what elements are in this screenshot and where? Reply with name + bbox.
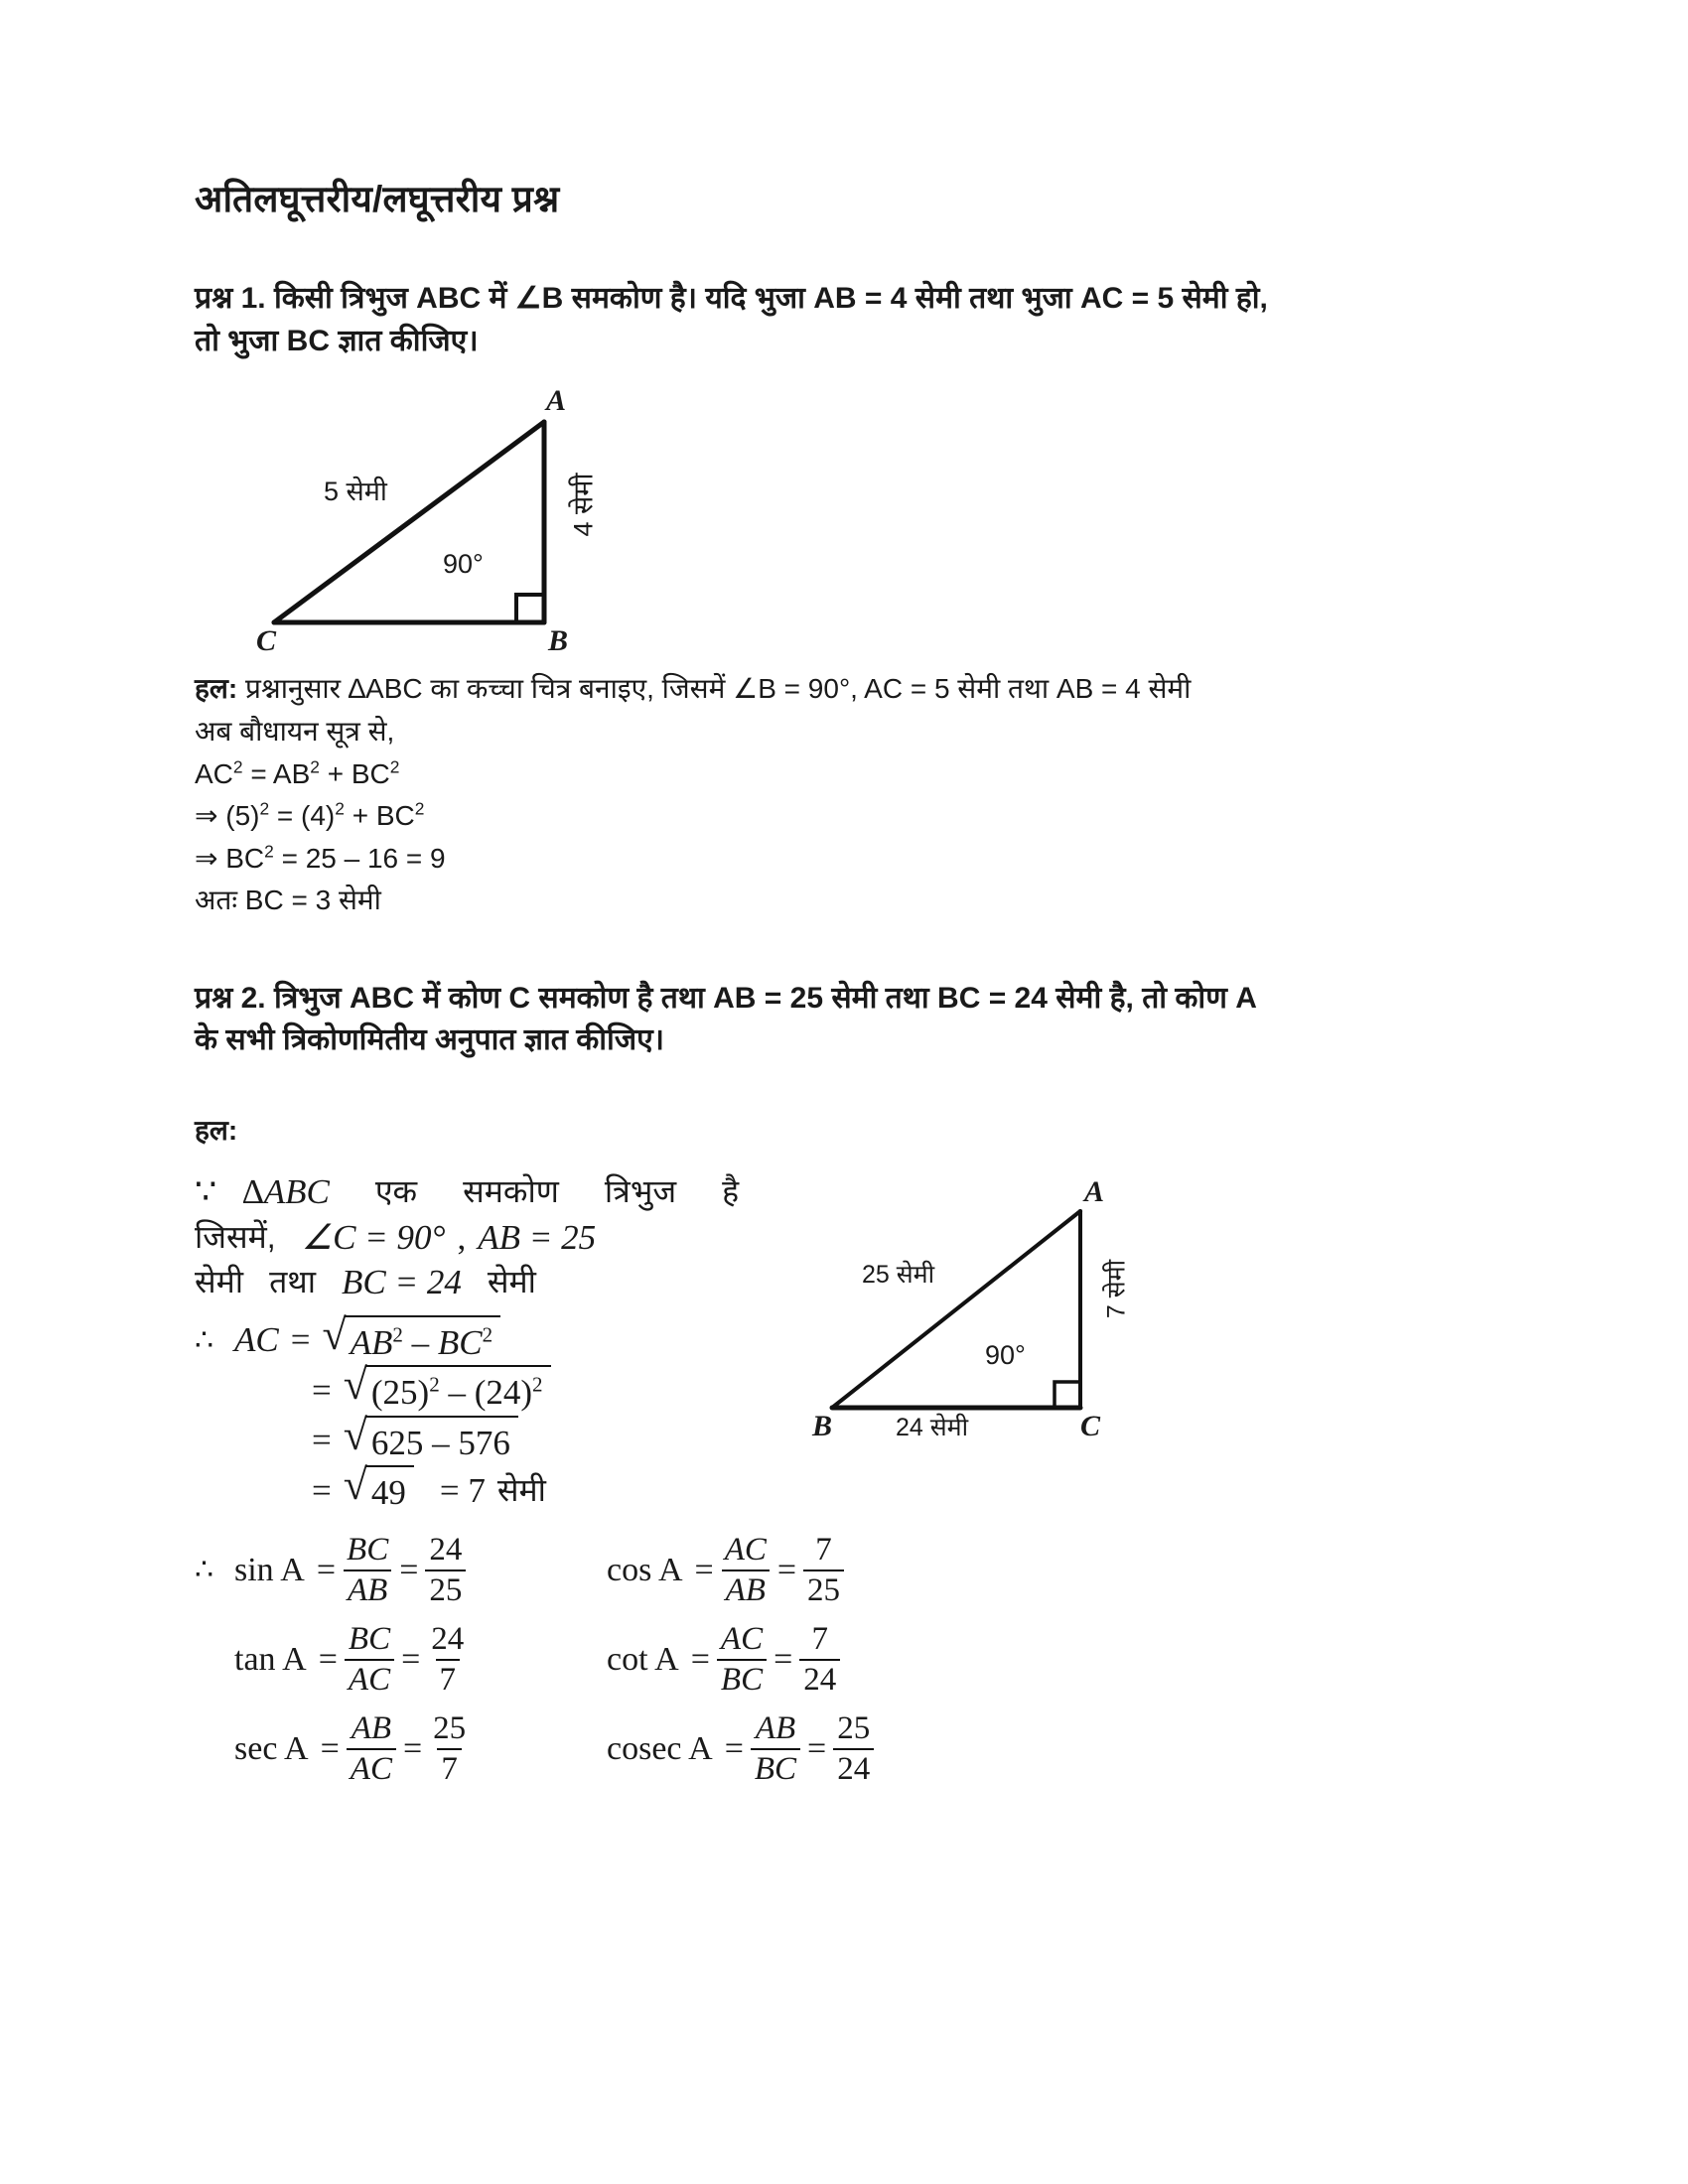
trig-cosec-val-den: 24 bbox=[833, 1748, 874, 1788]
trig-cosec-den: BC bbox=[751, 1748, 800, 1788]
trig-frac-cosec-value bbox=[833, 1710, 874, 1788]
eq2-exp-1: 2 bbox=[259, 798, 270, 819]
trig-equals-tan-1: = bbox=[318, 1640, 338, 1678]
given-word-hai: है bbox=[722, 1173, 740, 1210]
given-line-1 bbox=[195, 1169, 810, 1215]
trig-name-sec: sec A bbox=[234, 1729, 309, 1767]
question-2-text bbox=[195, 978, 1505, 1062]
trig-equals-cos-2: = bbox=[776, 1551, 797, 1588]
ac-result-unit: सेमी bbox=[496, 1471, 546, 1508]
triangle-figure-2-column bbox=[810, 1169, 1207, 1445]
trig-sin-num: BC bbox=[347, 1531, 389, 1568]
given-line-2 bbox=[195, 1215, 810, 1261]
sqrt-1-radicand bbox=[345, 1315, 501, 1366]
eq1-exp-1: 2 bbox=[232, 756, 243, 777]
trig-frac-tan-value bbox=[427, 1621, 468, 1699]
triangle-1-hypotenuse-label: 5 सेमी bbox=[324, 477, 387, 507]
trig-sec-num: AB bbox=[351, 1709, 392, 1746]
trig-cell-sin bbox=[195, 1532, 607, 1609]
eq3-rhs: = 25 – 16 = 9 bbox=[273, 842, 446, 874]
given-angle-c: ∠C = 90° bbox=[301, 1217, 446, 1257]
trig-tan-num: BC bbox=[348, 1620, 391, 1657]
solution-2-body bbox=[195, 1169, 1505, 1788]
trig-tan-val-num: 24 bbox=[431, 1620, 465, 1657]
triangle-2-vertical-label: 7 सेमी bbox=[1102, 1260, 1131, 1319]
triangle-1-angle-label: 90° bbox=[443, 549, 484, 580]
trig-frac-cot-sides bbox=[717, 1621, 767, 1699]
eq2-rhs-1: = (4) bbox=[269, 800, 336, 832]
solution-1 bbox=[195, 668, 1505, 921]
eq1-ac: AC bbox=[195, 757, 233, 789]
trig-name-cot: cot A bbox=[607, 1640, 679, 1678]
sqrt-2 bbox=[343, 1360, 551, 1416]
solution-1-line-1-text: प्रश्नानुसार ∆ABC का कच्चा चित्र बनाइए, जिसमें ∠B = 90°, AC = 5 सेमी तथा AB = 4 सेमी bbox=[244, 673, 1192, 705]
trig-equals-cosec-1: = bbox=[724, 1729, 744, 1767]
trig-sin-val-den: 25 bbox=[425, 1570, 466, 1609]
given-triangle-abc: ∆ABC bbox=[242, 1172, 330, 1212]
trig-cosec-num: AB bbox=[755, 1709, 796, 1746]
trig-cot-num: AC bbox=[720, 1620, 764, 1657]
sqrt1-bc: – BC bbox=[402, 1322, 483, 1362]
trig-ratios-table bbox=[195, 1532, 1505, 1788]
sqrt-1 bbox=[322, 1309, 500, 1366]
trig-name-tan: tan A bbox=[234, 1640, 307, 1678]
because-icon: ∵ bbox=[195, 1172, 217, 1212]
given-bc-value: BC = 24 bbox=[342, 1263, 462, 1302]
therefore-icon-2: ∴ bbox=[195, 1554, 214, 1587]
solution-2-label-wrap bbox=[195, 1110, 1505, 1153]
given-and-figure-row bbox=[195, 1169, 1505, 1516]
question-1-line-1: प्रश्न 1. किसी त्रिभुज ABC में ∠B समकोण है। यदि भुजा AB = 4 सेमी तथा भुजा AC = 5 सेमी हो, bbox=[195, 282, 1268, 316]
trig-frac-sec-value bbox=[429, 1710, 470, 1788]
ac-derivation-line-1 bbox=[195, 1309, 810, 1366]
trig-equals-sec-1: = bbox=[320, 1729, 340, 1767]
trig-equals-sec-2: = bbox=[402, 1729, 423, 1767]
eq1-bc: + BC bbox=[319, 757, 390, 789]
triangle-1-vertex-c-label: C bbox=[256, 624, 277, 658]
given-line-3 bbox=[195, 1260, 810, 1305]
radical-icon-3: √ bbox=[343, 1410, 367, 1459]
eq2-exp-2: 2 bbox=[335, 798, 345, 819]
trig-equals-sin-1: = bbox=[316, 1551, 337, 1588]
trig-cell-sec bbox=[195, 1710, 607, 1788]
solution-1-line-1 bbox=[195, 668, 1505, 711]
sqrt2-exp-1: 2 bbox=[429, 1372, 440, 1397]
trig-sin-den: AB bbox=[344, 1570, 391, 1609]
triangle-figure-2 bbox=[810, 1177, 1207, 1445]
question-2-line-1: प्रश्न 2. त्रिभुज ABC में कोण C समकोण है तथा AB = 25 सेमी तथा BC = 24 सेमी है, तो कोण A bbox=[195, 981, 1257, 1015]
eq3-lhs: ⇒ BC bbox=[195, 842, 265, 874]
given-word-semi-2: सेमी bbox=[487, 1264, 536, 1300]
trig-frac-cosec-sides bbox=[751, 1710, 800, 1788]
trig-row-sec-cosec bbox=[195, 1710, 1505, 1788]
radical-icon-2: √ bbox=[343, 1360, 367, 1410]
trig-frac-sec-sides bbox=[347, 1710, 396, 1788]
given-word-semi-1: सेमी bbox=[195, 1264, 244, 1300]
solution-1-equation-1 bbox=[195, 753, 1505, 796]
trig-sec-den: AC bbox=[347, 1748, 396, 1788]
given-statement-column bbox=[195, 1169, 810, 1516]
sqrt1-ab: AB bbox=[350, 1322, 393, 1362]
eq1-exp-2: 2 bbox=[310, 756, 320, 777]
triangle-1-svg bbox=[256, 384, 673, 650]
given-word-tribhuj: त्रिभुज bbox=[604, 1173, 677, 1210]
trig-equals-tan-2: = bbox=[401, 1640, 421, 1678]
trig-cos-val-num: 7 bbox=[815, 1531, 832, 1568]
sqrt2-25: (25) bbox=[370, 1373, 430, 1413]
eq3-exp-1: 2 bbox=[264, 841, 274, 862]
trig-sec-val-den: 7 bbox=[437, 1748, 462, 1788]
ac-derivation-line-3 bbox=[195, 1410, 810, 1466]
trig-frac-cos-sides bbox=[721, 1532, 771, 1609]
equals-2: = bbox=[312, 1370, 332, 1410]
trig-equals-sin-2: = bbox=[399, 1551, 419, 1588]
eq1-exp-3: 2 bbox=[389, 756, 400, 777]
given-word-ek: एक bbox=[374, 1173, 418, 1210]
page-title: अतिलघूत्तरीय/लघूत्तरीय प्रश्न bbox=[195, 179, 560, 219]
equals-3: = bbox=[312, 1421, 332, 1460]
trig-cos-num: AC bbox=[724, 1531, 767, 1568]
trig-sin-val-num: 24 bbox=[429, 1531, 463, 1568]
sqrt2-exp-2: 2 bbox=[532, 1372, 543, 1397]
trig-cosec-val-num: 25 bbox=[837, 1709, 871, 1746]
equals-4: = bbox=[312, 1470, 332, 1510]
sqrt-3 bbox=[343, 1410, 518, 1466]
sqrt1-exp-2: 2 bbox=[482, 1322, 493, 1347]
trig-name-cos: cos A bbox=[607, 1551, 683, 1588]
trig-equals-cos-1: = bbox=[694, 1551, 714, 1588]
ac-derivation-line-2 bbox=[195, 1360, 810, 1416]
sqrt2-24: – (24) bbox=[439, 1373, 533, 1413]
given-word-samkon: समकोण bbox=[463, 1173, 559, 1210]
trig-frac-sin-sides bbox=[343, 1532, 392, 1609]
given-word-tatha: तथा bbox=[269, 1264, 317, 1300]
equals-1: = bbox=[290, 1320, 311, 1360]
eq1-ab: = AB bbox=[242, 757, 311, 789]
trig-cot-val-num: 7 bbox=[811, 1620, 829, 1657]
trig-cell-cos bbox=[607, 1532, 851, 1609]
trig-frac-cot-value bbox=[799, 1621, 840, 1699]
trig-tan-val-den: 7 bbox=[436, 1659, 461, 1699]
triangle-2-angle-label: 90° bbox=[985, 1340, 1026, 1371]
eq2-exp-3: 2 bbox=[414, 798, 425, 819]
trig-tan-den: AC bbox=[345, 1659, 394, 1699]
trig-frac-cos-value bbox=[803, 1532, 844, 1609]
question-2-line-2: के सभी त्रिकोणमितीय अनुपात ज्ञात कीजिए। bbox=[195, 1024, 665, 1057]
ac-derivation-line-4 bbox=[195, 1460, 810, 1516]
given-comma-1: , bbox=[457, 1217, 467, 1257]
radical-icon-1: √ bbox=[322, 1309, 347, 1359]
sqrt-4-radicand: 49 bbox=[365, 1465, 414, 1516]
ac-result-value: = 7 bbox=[439, 1470, 486, 1510]
trig-equals-cosec-2: = bbox=[807, 1729, 827, 1767]
ac-label: AC bbox=[234, 1320, 279, 1360]
triangle-2-vertex-a-label: A bbox=[1084, 1175, 1105, 1209]
triangle-2-vertex-c-label: C bbox=[1080, 1410, 1101, 1443]
radical-icon-4: √ bbox=[343, 1460, 367, 1510]
triangle-figure-1 bbox=[256, 384, 673, 658]
solution-1-answer: अतः BC = 3 सेमी bbox=[195, 885, 381, 916]
triangle-1-vertex-b-label: B bbox=[548, 624, 569, 658]
given-word-jisme: जिसमें, bbox=[195, 1218, 276, 1255]
solution-1-label: हल: bbox=[195, 673, 238, 705]
solution-2-label: हल: bbox=[195, 1114, 238, 1146]
trig-equals-cot-2: = bbox=[774, 1640, 793, 1678]
trig-equals-cot-1: = bbox=[690, 1640, 710, 1678]
solution-1-equation-3 bbox=[195, 838, 1505, 881]
therefore-icon-1: ∴ bbox=[195, 1323, 214, 1357]
trig-cell-cosec bbox=[607, 1710, 881, 1788]
solution-1-equation-2 bbox=[195, 795, 1505, 838]
triangle-2-vertex-b-label: B bbox=[812, 1410, 833, 1443]
sqrt1-exp-1: 2 bbox=[392, 1322, 403, 1347]
trig-row-sin-cos bbox=[195, 1532, 1505, 1609]
triangle-1-vertex-a-label: A bbox=[546, 384, 567, 418]
trig-name-sin: sin A bbox=[234, 1551, 305, 1588]
trig-row-tan-cot bbox=[195, 1621, 1505, 1699]
trig-name-cosec: cosec A bbox=[607, 1729, 713, 1767]
sqrt-4 bbox=[343, 1460, 414, 1516]
trig-sec-val-num: 25 bbox=[433, 1709, 467, 1746]
given-ab-value: AB = 25 bbox=[478, 1217, 597, 1257]
page-content bbox=[195, 177, 1505, 1800]
trig-frac-sin-value bbox=[425, 1532, 466, 1609]
sqrt-3-radicand: 625 – 576 bbox=[365, 1416, 518, 1466]
triangle-2-svg bbox=[810, 1177, 1207, 1445]
sqrt-2-radicand bbox=[365, 1365, 551, 1416]
trig-cell-cot bbox=[607, 1621, 847, 1699]
eq2-lhs: ⇒ (5) bbox=[195, 800, 260, 832]
trig-cos-val-den: 25 bbox=[803, 1570, 844, 1609]
trig-cell-tan bbox=[195, 1621, 607, 1699]
solution-1-line-2: अब बौधायन सूत्र से, bbox=[195, 715, 395, 747]
trig-cot-den: BC bbox=[717, 1659, 767, 1699]
question-1-line-2: तो भुजा BC ज्ञात कीजिए। bbox=[195, 324, 479, 357]
trig-cos-den: AB bbox=[722, 1570, 770, 1609]
trig-frac-tan-sides bbox=[345, 1621, 394, 1699]
triangle-1-vertical-label: 4 सेमी bbox=[568, 473, 599, 537]
eq2-rhs-2: + BC bbox=[344, 800, 415, 832]
triangle-2-hypotenuse-label: 25 सेमी bbox=[862, 1261, 935, 1290]
question-1-text bbox=[195, 278, 1505, 362]
trig-cot-val-den: 24 bbox=[799, 1659, 840, 1699]
triangle-2-base-label: 24 सेमी bbox=[896, 1414, 969, 1442]
